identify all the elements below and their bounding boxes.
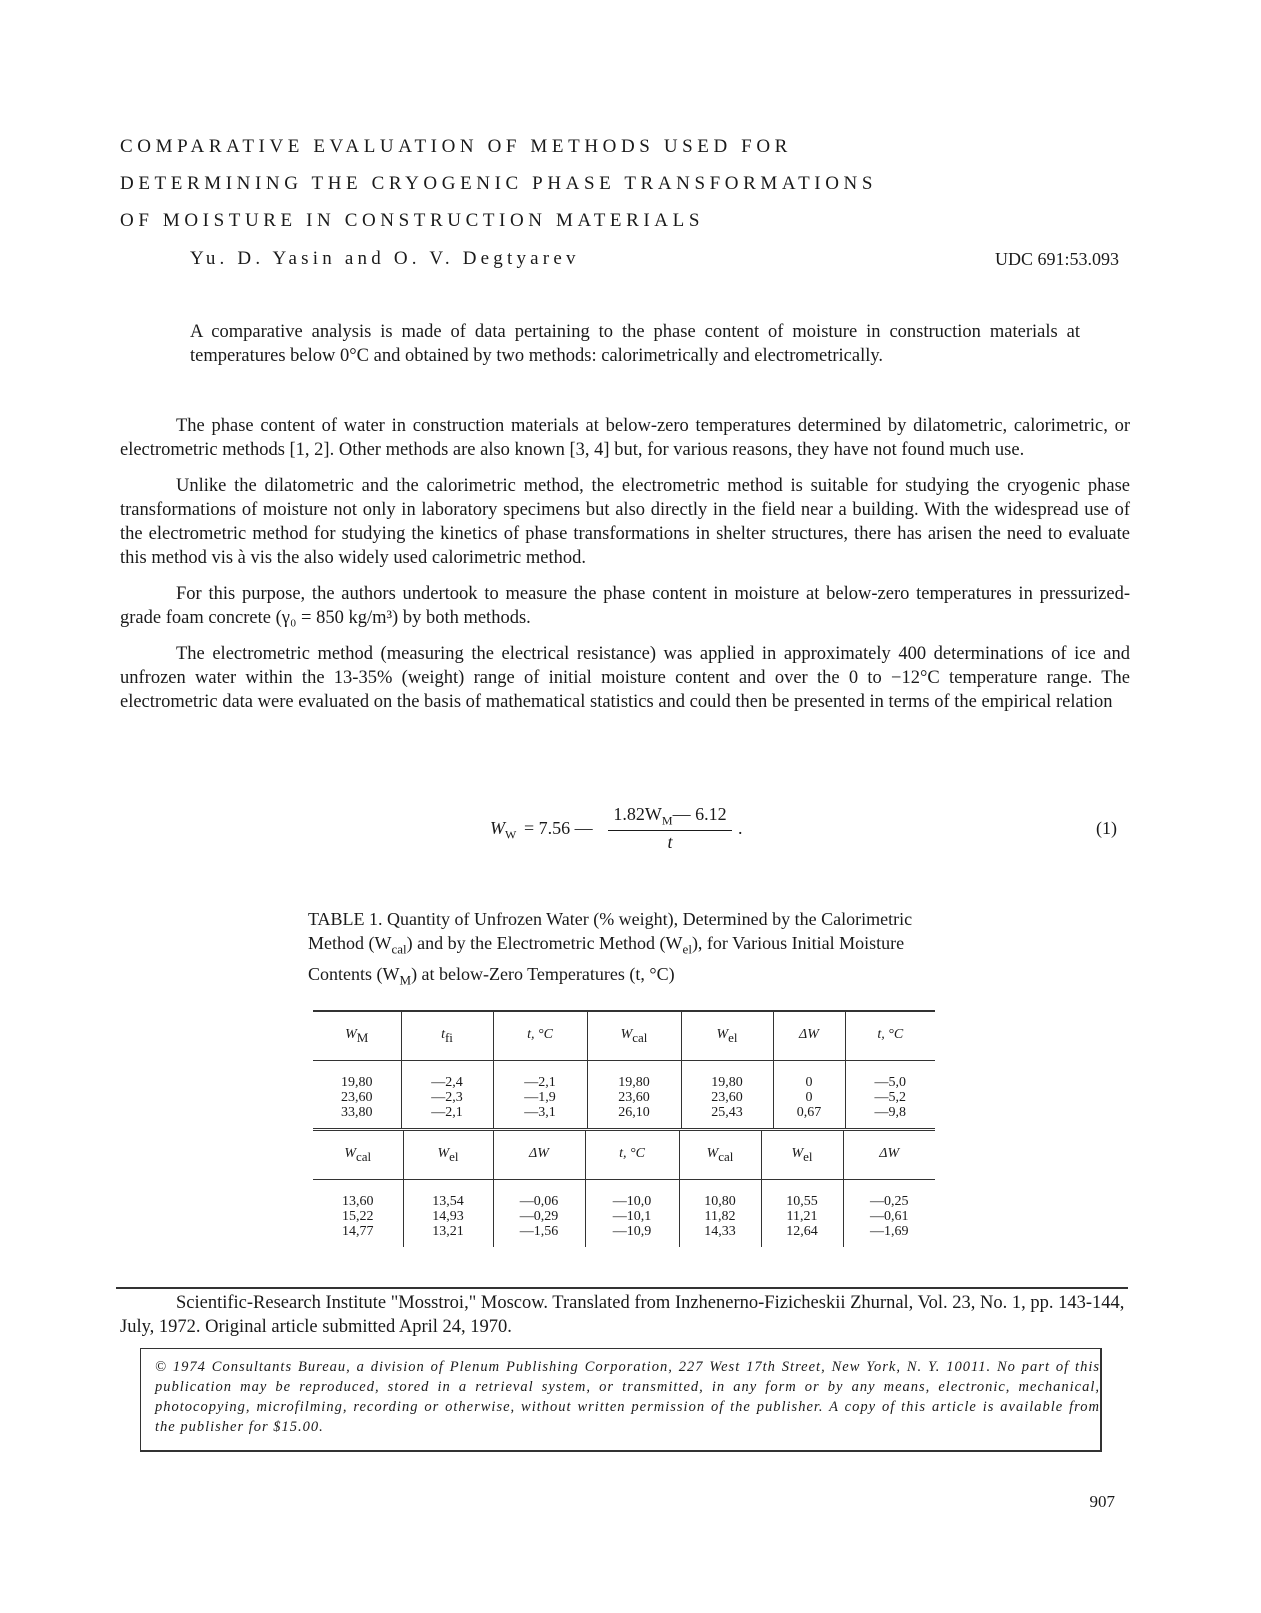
table-cell: 19,80 23,60 25,43	[681, 1061, 773, 1129]
paper-title	[120, 128, 877, 239]
paragraph-1: The phase content of water in construction materials at below-zero temperatures determined by dilatometric, calorimetric, or electrometric methods [1, 2]. Other methods are also known [3, 4] but, for various reasons, they have not found much use.	[120, 416, 1130, 460]
table-cell: —0,25 —0,61 —1,69	[843, 1180, 935, 1248]
table-header-cell: $W_M$	[345, 1026, 369, 1045]
equation-lhs: $W_W$	[490, 818, 517, 842]
table-header-cell: t, °C	[845, 1011, 935, 1061]
table-cell: —2,4 —2,3 —2,1	[401, 1061, 493, 1129]
equation-equals: = 7.56 —	[524, 818, 593, 838]
affiliation-note: Scientific-Research Institute "Mosstroi," Moscow. Translated from Inzhenerno-Fizicheskii Zhurnal, Vol. 23, No. 1, pp. 143-144, July, 1972. Original article submitted April 24, 1970.	[120, 1293, 1125, 1337]
table-caption: TABLE 1. Quantity of Unfrozen Water (% weight), Determined by the Calorimetric Method $(W_{cal})$ and by the Electrometric Method $(W_{el})$, for Various Initial Moisture Contents $(W_M)$ at below-Zero Temperatures (t, °C)	[308, 909, 913, 988]
table-header-cell: ΔW	[493, 1130, 585, 1180]
table-header-cell: t, °C	[493, 1011, 587, 1061]
table-cell: 10,55 11,21 12,64	[761, 1180, 843, 1248]
equation-period: .	[738, 818, 743, 838]
udc-code: UDC 691:53.093	[994, 249, 1119, 269]
table-header-row	[313, 1130, 935, 1180]
table-header-cell: $W_{el}$	[681, 1011, 773, 1061]
table-1-lower	[313, 1128, 935, 1247]
equation-numerator: $1.82W_M—$ 6.12	[608, 804, 732, 831]
table-cell: 13,60 15,22 14,77	[342, 1194, 374, 1239]
title-line-1: COMPARATIVE EVALUATION OF METHODS USED FOR	[120, 136, 792, 157]
table-header-cell: ΔW	[843, 1130, 935, 1180]
table-1-upper	[313, 1010, 935, 1128]
table-header-cell: $W_{el}$	[403, 1130, 493, 1180]
table-header-cell: $W_{cal}$	[587, 1011, 681, 1061]
table-cell: —10,0 —10,1 —10,9	[585, 1180, 679, 1248]
table-header-cell: $W_{cal}$	[679, 1130, 761, 1180]
table-header-cell: $W_{el}$	[761, 1130, 843, 1180]
abstract: A comparative analysis is made of data pertaining to the phase content of moisture in construction materials at temperatures below 0°C and obtained by two methods: calorimetrically and electrometrically.	[190, 322, 1080, 366]
table-cell: 19,80 23,60 33,80	[341, 1075, 373, 1120]
table-header-cell: $t_{fi}$	[401, 1011, 493, 1061]
authors: Yu. D. Yasin and O. V. Degtyarev	[190, 248, 580, 269]
table-cell: 0 0 0,67	[773, 1061, 845, 1129]
paragraph-2: Unlike the dilatometric and the calorimetric method, the electrometric method is suitable for studying the cryogenic phase transformations of moisture not only in laboratory specimens but also directly in the field near a building. With the widespread use of the electrometric method for studying the kinetics of phase transformations in shelter structures, there has arisen the need to evaluate this method vis à vis the also widely used calorimetric method.	[120, 476, 1130, 568]
table-row	[313, 1061, 935, 1129]
table-cell: —2,1 —1,9 —3,1	[493, 1061, 587, 1129]
table-header-cell: $W_{cal}$	[344, 1145, 372, 1164]
table-cell: —0,06 —0,29 —1,56	[493, 1180, 585, 1248]
equation-number: (1)	[1096, 818, 1117, 838]
table-row	[313, 1180, 935, 1248]
table-cell: 13,54 14,93 13,21	[403, 1180, 493, 1248]
paragraph-4: The electrometric method (measuring the electrical resistance) was applied in approximately 400 determinations of ice and unfrozen water within the 13-35% (weight) range of initial moisture content and over the 0 to −12°C temperature range. The electrometric data were evaluated on the basis of mathematical statistics and could then be presented in terms of the empirical relation	[120, 644, 1130, 712]
body-text	[120, 414, 1130, 726]
equation-fraction	[608, 804, 732, 853]
title-line-3: OF MOISTURE IN CONSTRUCTION MATERIALS	[120, 210, 704, 231]
table-header-cell: ΔW	[773, 1011, 845, 1061]
table-header-cell: t, °C	[585, 1130, 679, 1180]
table-cell: 19,80 23,60 26,10	[587, 1061, 681, 1129]
table-cell: 10,80 11,82 14,33	[679, 1180, 761, 1248]
paragraph-3: For this purpose, the authors undertook to measure the phase content in moisture at below-zero temperatures in pressurized-grade foam concrete (γ₀ = 850 kg/m³) by both methods.	[120, 584, 1130, 628]
copyright-box: © 1974 Consultants Bureau, a division of Plenum Publishing Corporation, 227 West 17th Street, New York, N. Y. 10011. No part of this publication may be reproduced, stored in a retrieval system, or transmitted, in any form or by any means, electronic, mechanical, photocopying, microfilming, recording or otherwise, without written permission of the publisher. A copy of this article is available from the publisher for $15.00.	[140, 1348, 1102, 1452]
title-line-2: DETERMINING THE CRYOGENIC PHASE TRANSFORMATIONS	[120, 173, 878, 194]
page-number: 907	[1089, 1492, 1115, 1511]
table-header-row	[313, 1011, 935, 1061]
equation-denominator: t	[667, 831, 673, 852]
footer-divider	[116, 1287, 1128, 1289]
table-cell: —5,0 —5,2 —9,8	[845, 1061, 935, 1129]
